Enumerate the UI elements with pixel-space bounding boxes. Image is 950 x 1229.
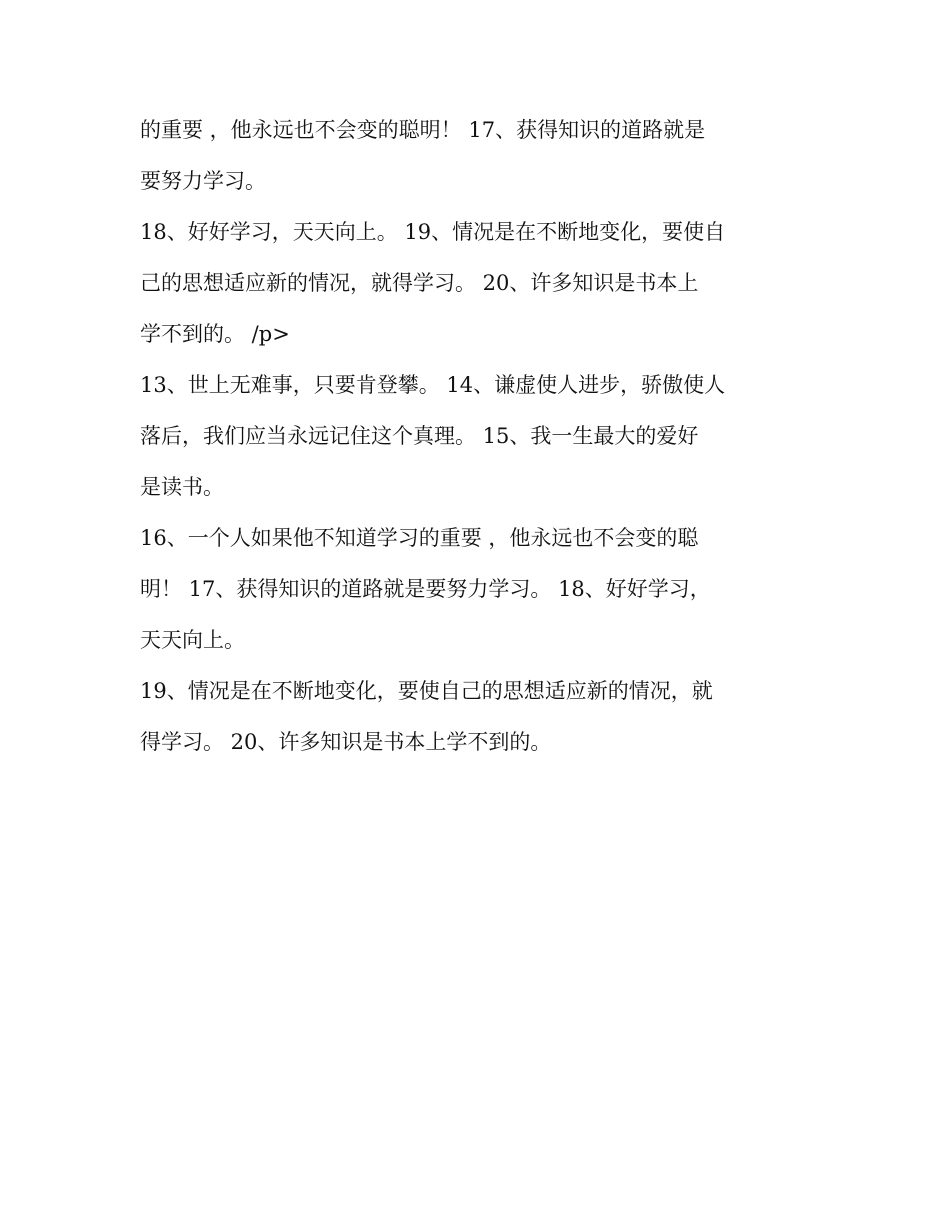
text-line: 要努力学习。 — [140, 169, 266, 193]
text-line: 明！ 17、获得知识的道路就是要努力学习。 18、好好学习， — [140, 577, 711, 601]
text-line: 落后，我们应当永远记住这个真理。 15、我一生最大的爱好 — [140, 424, 699, 448]
text-line: 18、好好学习，天天向上。 19、情况是在不断地变化，要使自 — [140, 220, 726, 244]
text-line: 是读书。 — [140, 475, 224, 499]
text-line: 的重要 ，他永远也不会变的聪明！ 17、获得知识的道路就是 — [140, 118, 706, 142]
text-line: 16、一个人如果他不知道学习的重要 ，他永远也不会变的聪 — [140, 526, 699, 550]
document-body — [140, 105, 820, 768]
text-line: 得学习。 20、许多知识是书本上学不到的。 — [140, 730, 552, 754]
text-line: 19、情况是在不断地变化，要使自己的思想适应新的情况，就 — [140, 679, 713, 703]
text-line: 己的思想适应新的情况，就得学习。 20、许多知识是书本上 — [140, 271, 699, 295]
text-line: 13、世上无难事，只要肯登攀。 14、谦虚使人进步，骄傲使人 — [140, 373, 726, 397]
text-line: 天天向上。 — [140, 628, 245, 652]
text-line: 学不到的。 /p> — [140, 322, 290, 346]
